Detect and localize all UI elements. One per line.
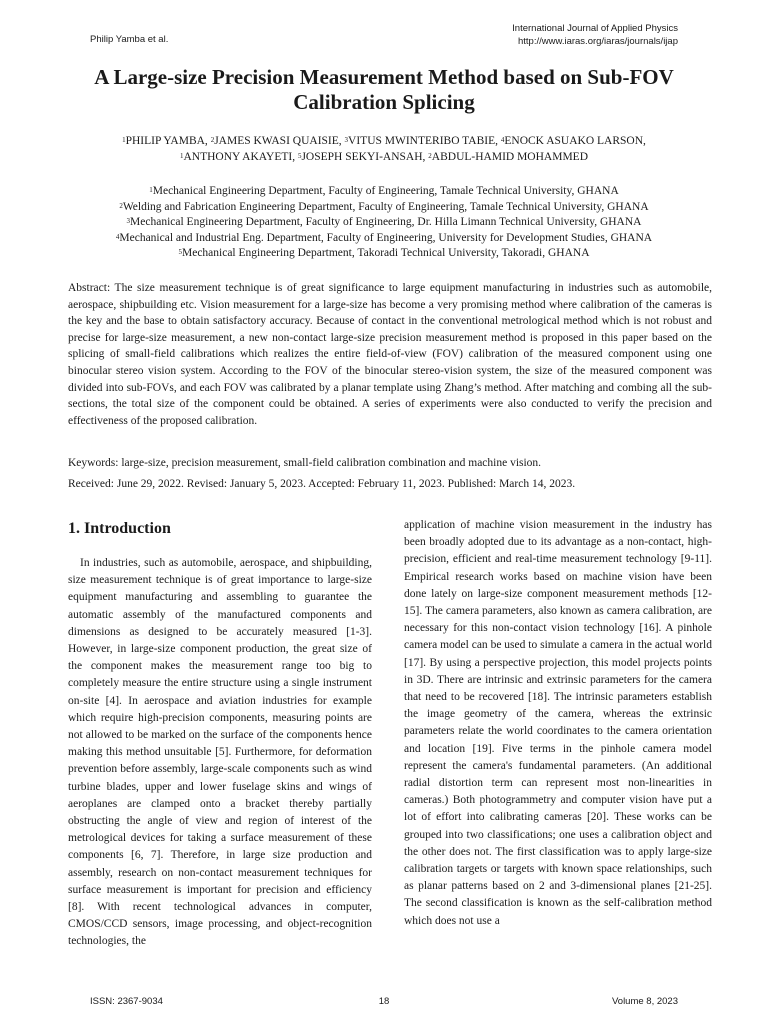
title-line-1: A Large-size Precision Measurement Method based on Sub-FOV <box>94 65 674 89</box>
affiliation: $^5$Mechanical Engineering Department, Takoradi Technical University, Takoradi, GHANA <box>178 247 590 259</box>
journal-url[interactable]: http://www.iaras.org/iaras/journals/ijap <box>518 36 678 47</box>
affiliation: $^4$Mechanical and Industrial Eng. Department, Faculty of Engineering, University for Development Studies, GHANA <box>115 231 653 244</box>
keywords: Keywords: large-size, precision measurement, small-field calibration combination and machine vision. <box>68 457 542 469</box>
running-author: Philip Yamba et al. <box>90 34 169 45</box>
section-heading: 1. Introduction <box>68 520 171 537</box>
page-number: 18 <box>378 996 390 1007</box>
journal-name: International Journal of Applied Physics <box>512 23 678 34</box>
affiliation: $^1$Mechanical Engineering Department, Faculty of Engineering, Tamale Technical University, GHANA <box>149 185 619 197</box>
body-column-right: application of machine vision measurement in the industry has been broadly adopted due to its advantage as a non-contact, high-precision, efficient and real-time measurement technology [9-11]. Empirical research works based on machine vision have been done lately on large-size component measurement methods [12-15]. The camera parameters, also known as camera calibration, are necessary for this non-contact vision technology [16]. A pinhole camera model can be used to simulate a camera in the actual world [17]. By using a perspective projection, this model projects points in 3D. There are intrinsic and extrinsic parameters for the camera that need to be recovered [18]. The intrinsic parameters establish the image geometry of the camera, whereas the extrinsic parameters relate the world coordinates to the camera orientation and location [19]. Five terms in the pinhole camera model represent the camera's fundamental parameters. (An additional radial distortion term can represent most non-linearities in cameras.) Both photogrammetry and computer vision have put a lot of effort into calibrating cameras [20]. These works can be grouped into two classifications; one uses a calibration object and the other does not. The first classification was to apply large-size calibration targets or targets with known space relationships, such as planar patterns based on 2 and 3-dimensional planes [21-25]. The second classification is known as the self-calibration method which does not use a <box>404 519 712 927</box>
author: ANTHONY AKAYETI, <box>183 151 298 163</box>
author: ABDUL-HAMID MOHAMMED <box>431 151 589 163</box>
author: PHILIP YAMBA, <box>125 135 211 147</box>
abstract-label: Abstract: <box>68 282 111 294</box>
footer-volume: Volume 8, 2023 <box>611 996 678 1007</box>
abstract-text: The size measurement technique is of great significance to large equipment manufacturing in industries such as automobile, aerospace, shipbuilding etc. Vision measurement for a large-size has become a very promising method where calibration of the cameras is the key and the base to obtain satisfactory accuracy. Because of contact in the conventional metrological method which is not robust and precise for large-size measurement, a new non-contact large-size precision measurement method is proposed in this paper based on the splicing of small-field calibrations which realizes the entire field-of-view (FOV) calibration of the measured component using one binocular stereo vision system. According to the FOV of the binocular stereo-vision system, the size of the measured component was divided into sub-FOVs, and each FOV was calibrated by a planar template using Zhang’s method. After matching and combing all the sub-sections, the total size of the component could be obtained. A series of experiments were also conducted to verify the precision and effectiveness of the proposed calibration. <box>68 282 712 427</box>
affiliations <box>60 184 708 262</box>
author: JAMES KWASI QUAISIE, <box>214 135 345 147</box>
journal-header <box>512 22 678 48</box>
body-column-left: In industries, such as automobile, aerospace, and shipbuilding, size measurement technique is of great importance to large-size equipment manufacturing and assembling to guarantee the automatic assembly of the manufactured components and dimensions as designed to be accurately measured [1-3]. However, in large-size component production, the great size of the component makes the measurement range too big to completely measure the entire structure using a single instrument on-site [4]. In aerospace and aviation industries for example which require high-precision components, measuring points are not allowed to be marked on the surface of the components hence making this method unsuitable [5]. Furthermore, for deformation prevention before assembly, large-scale components such as wind turbine blades, upper and lower fuselage skins and wings of aeroplanes are clamped onto a bracket thereby partially obstructing the angle of view and region of interest of the metrological devices for taking a surface measurement of these components [6, 7]. Therefore, in large size production and assembly, research on non-contact measurement techniques for surface measurement is important for precision and efficiency [8]. With recent technological advances in computer, CMOS/CCD sensors, image processing, and object-recognition technologies, the <box>68 557 372 948</box>
affiliation: $^3$Mechanical Engineering Department, Faculty of Engineering, Dr. Hilla Limann Technical University, GHANA <box>126 216 642 228</box>
author-list <box>60 133 708 165</box>
publication-dates: Received: June 29, 2022. Revised: January 5, 2023. Accepted: February 11, 2023. Published: March 14, 2023. <box>68 478 576 490</box>
affiliation: $^2$Welding and Fabrication Engineering Department, Faculty of Engineering, Tamale Technical University, GHANA <box>119 200 649 213</box>
title-line-2: Calibration Splicing <box>293 90 475 114</box>
abstract <box>68 280 712 429</box>
paper-title <box>70 65 698 115</box>
author: JOSEPH SEKYI-ANSAH, <box>301 151 429 163</box>
author: ENOCK ASUAKO LARSON, <box>504 135 646 147</box>
author: VITUS MWINTERIBO TABIE, <box>348 135 501 147</box>
author-line-2: $^1$ANTHONY AKAYETI, $^5$JOSEPH SEKYI-ANSAH, $^2$ABDUL-HAMID MOHAMMED <box>179 151 589 163</box>
footer-issn: ISSN: 2367-9034 <box>90 996 163 1007</box>
author-line-1: $^1$PHILIP YAMBA, $^2$JAMES KWASI QUAISIE, $^3$VITUS MWINTERIBO TABIE, $^4$ENOCK ASUAKO LARSON, <box>122 135 646 147</box>
